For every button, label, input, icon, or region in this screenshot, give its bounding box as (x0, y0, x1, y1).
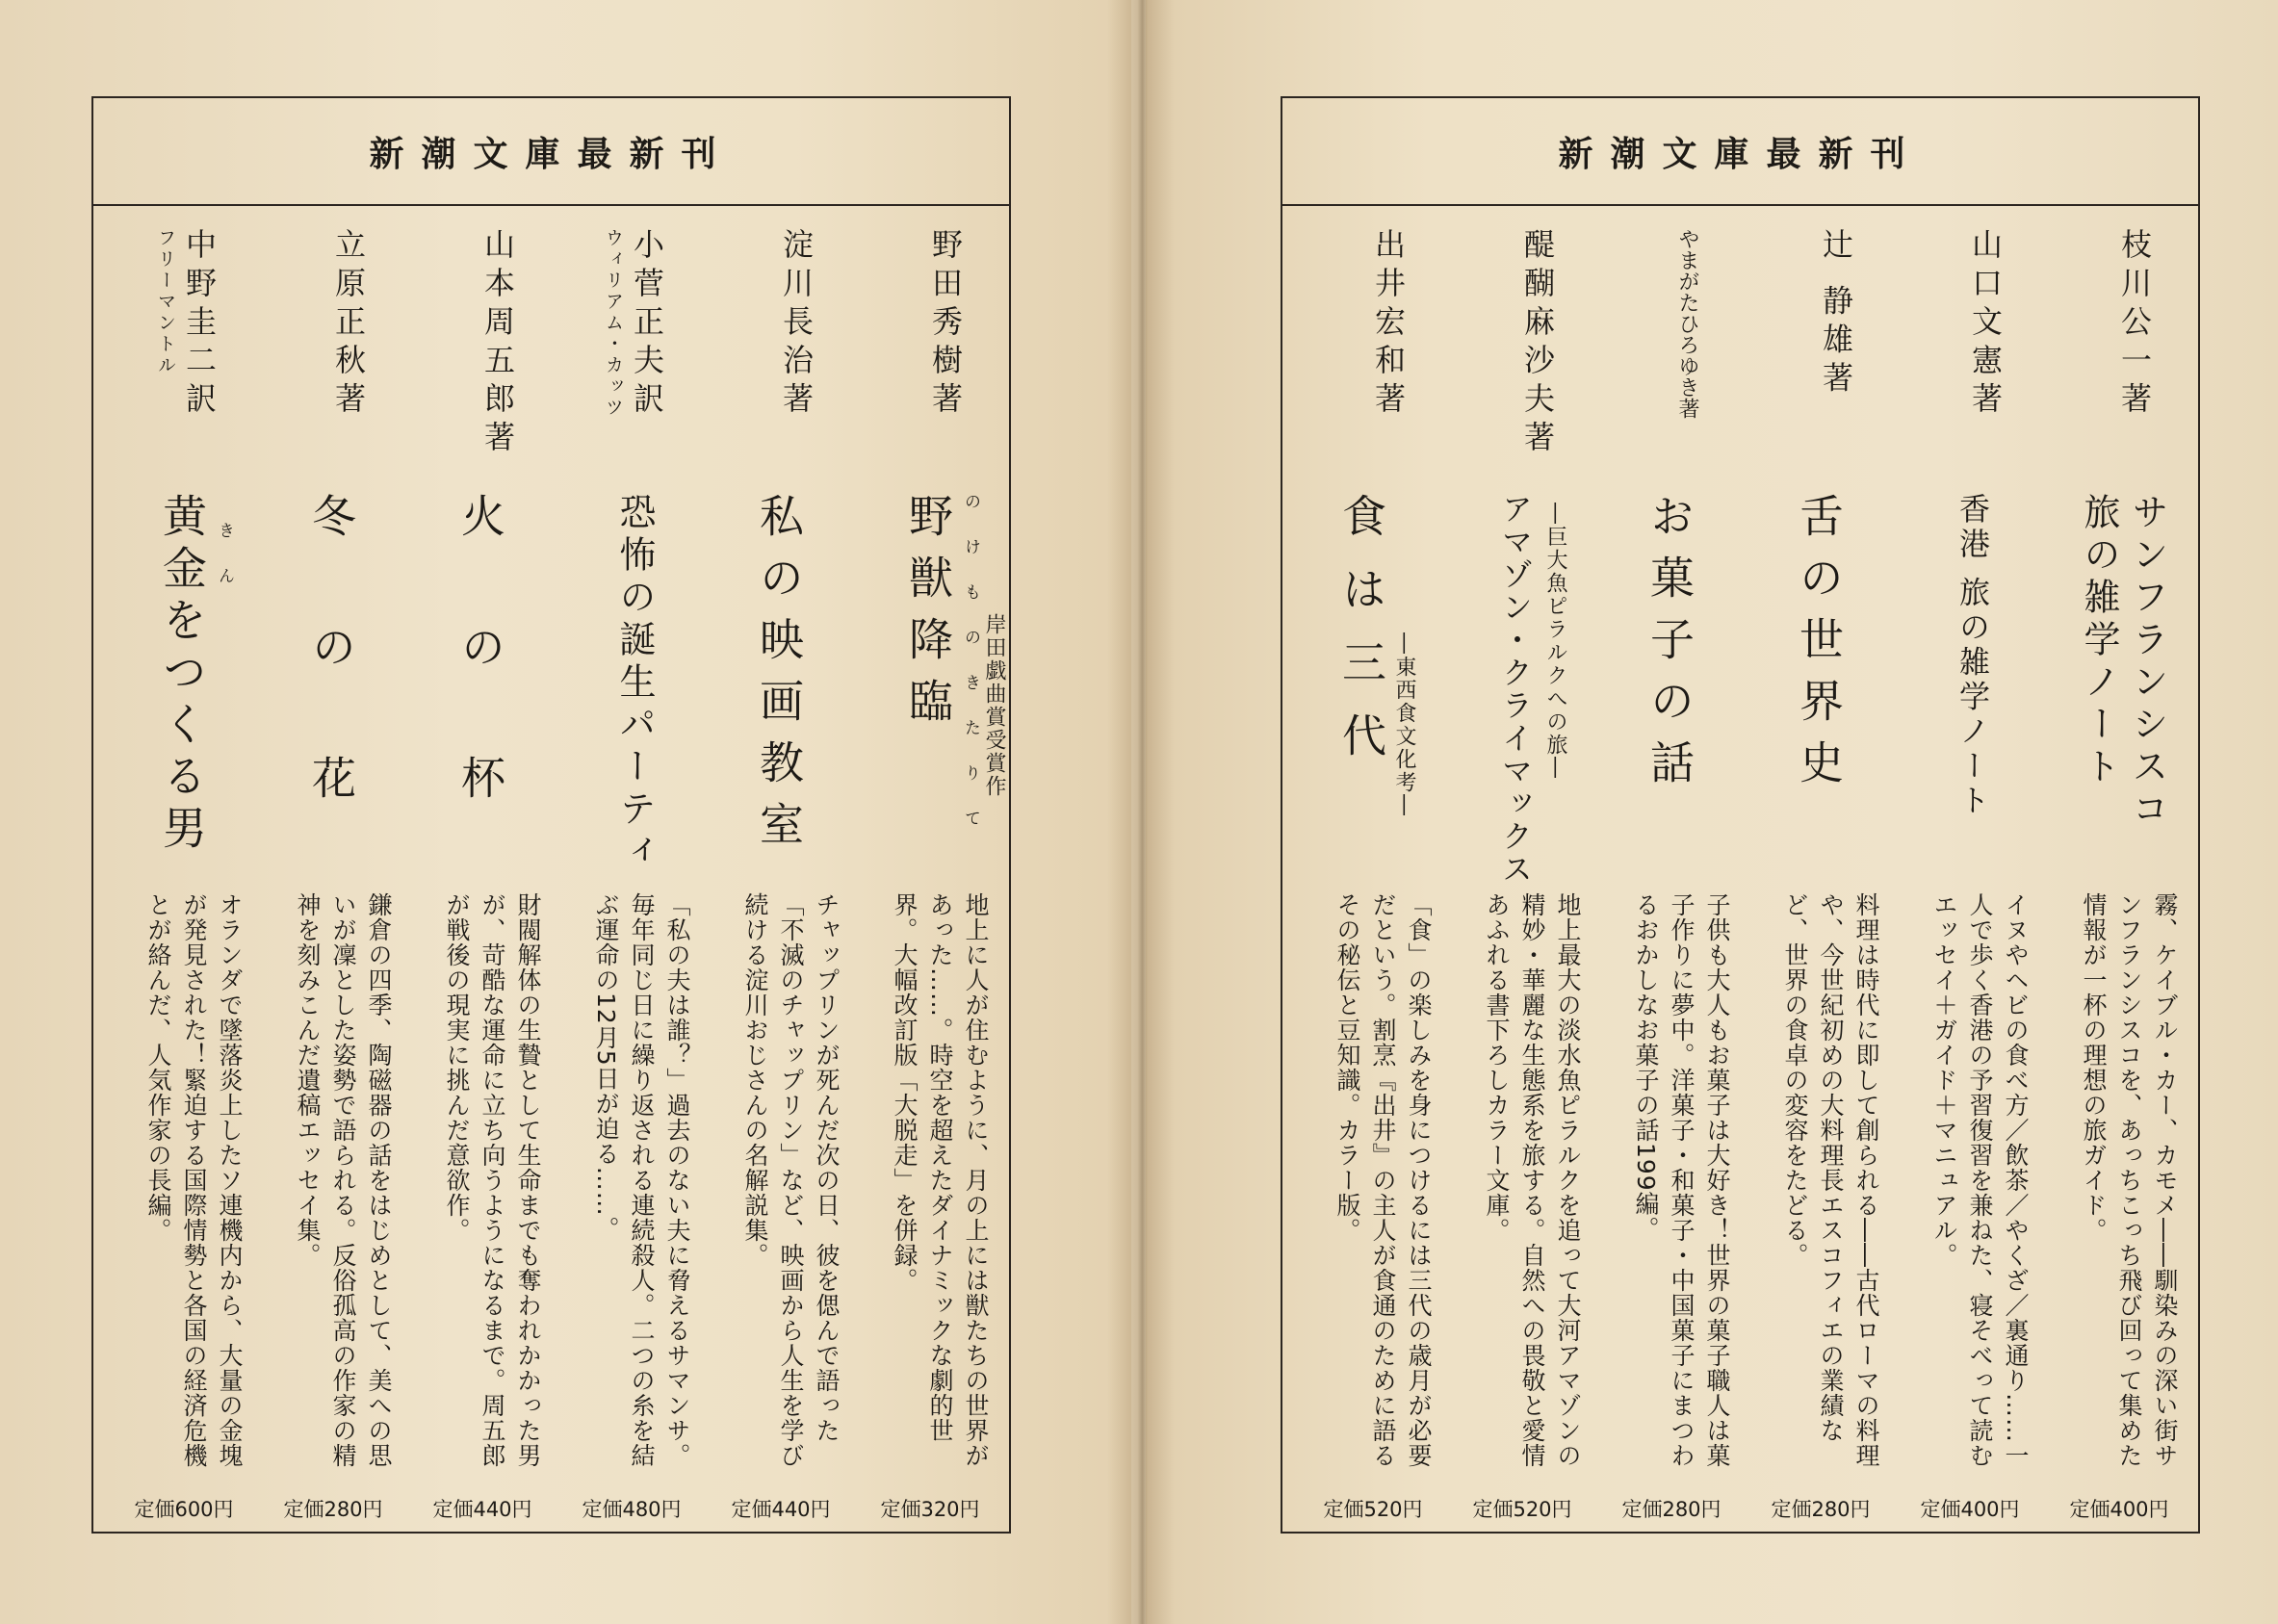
book-price: 定価400円 (2069, 1498, 2169, 1521)
book-title: 香港 旅の雑学ノート (1954, 493, 1991, 819)
book-description: 料理は時代に即して創られる――古代ローマの料理や、今世紀初めの大料理長エスコフィエの業績など、世界の食卓の変容をたどる。 (1781, 892, 1880, 1468)
book-description: オランダで墜落炎上したソ連機内から、大量の金塊が発見された！緊迫する国際情勢と各国の経済危機とが絡んだ、人気作家の長編。 (144, 892, 244, 1468)
book-author: 立原正秋著 (330, 228, 367, 421)
book-author: 辻 静雄著 (1818, 228, 1854, 400)
book-price: 定価440円 (731, 1498, 831, 1521)
book-author: 野田秀樹著 (927, 228, 964, 421)
book-price: 定価480円 (582, 1498, 682, 1521)
book-price: 定価520円 (1323, 1498, 1423, 1521)
book-description: チャップリンが死んだ次の日、彼を偲んで語った「不滅のチャップリン」など、映画から人生を学び続ける淀川おじさんの名解説集。 (741, 892, 841, 1468)
book-subtitle: ―巨大魚ピラルクへの旅― (1543, 503, 1567, 780)
book-entry (1899, 228, 2041, 1523)
book-price: 定価320円 (880, 1498, 980, 1521)
book-entry (411, 228, 554, 1523)
book-entry (1302, 228, 1444, 1523)
book-entry (560, 228, 703, 1523)
book-title: お菓子の話 (1644, 493, 1696, 801)
book-price: 定価600円 (134, 1498, 234, 1521)
book-author: 中野圭二訳 (181, 228, 218, 421)
book-price: 定価280円 (1621, 1498, 1721, 1521)
book-title: 恐怖の誕生パーティ (613, 493, 656, 874)
book-gutter (1107, 0, 1175, 1624)
book-title: 私の映画教室 (753, 493, 805, 863)
book-author: 枝川公一著 (2116, 228, 2153, 421)
book-author: やまがたひろゆき著 (1675, 228, 1699, 419)
book-title: 黄金をつくる男 (156, 493, 208, 857)
book-author: 醍醐麻沙夫著 (1519, 228, 1556, 459)
book-author: 山口文憲著 (1967, 228, 2004, 421)
book-entry (1749, 228, 1892, 1523)
book-price: 定価520円 (1472, 1498, 1572, 1521)
right-header (1282, 98, 2198, 206)
book-author: 出井宏和著 (1370, 228, 1407, 421)
book-description: 霧、ケイブル・カー、カモメ――馴染みの深い街サンフランシスコを、あっちこっち飛び回って集めた情報が一杯の理想の旅ガイド。 (2080, 892, 2179, 1468)
right-catalog-frame (1281, 96, 2200, 1534)
book-entry (113, 228, 255, 1523)
book-description: 地上最大の淡水魚ピラルクを追って大河アマゾンの精妙・華麗な生態系を旅する。自然への畏敬と愛情あふれる書下ろしカラー文庫。 (1483, 892, 1582, 1468)
left-header (93, 98, 1009, 206)
book-entry (262, 228, 404, 1523)
book-title: アマゾン・クライマックス (1497, 493, 1534, 886)
book-title: 野獣降臨 (902, 493, 954, 739)
book-entry (2048, 228, 2190, 1523)
book-description: 鎌倉の四季、陶磁器の話をはじめとして、美への思いが凜とした姿勢で語られる。反俗孤高の作家の精神を刻みこんだ遺稿エッセイ集。 (294, 892, 393, 1468)
book-title: 食は三代 (1335, 493, 1387, 786)
book-title: 火の杯 (454, 493, 506, 886)
book-price: 定価400円 (1920, 1498, 2020, 1521)
book-title-ruby: のけものきたりて (961, 493, 980, 855)
book-entry (1600, 228, 1743, 1523)
book-title: 冬の花 (305, 493, 357, 886)
book-author-ruby: フリーマントル (155, 228, 176, 376)
right-header-title: 新潮文庫最新刊 (1558, 134, 1923, 174)
book-price: 定価440円 (432, 1498, 532, 1521)
book-description: イヌやヘビの食べ方／飲茶／やくざ／裏通り……一人で歩く香港の予習復習を兼ねた、寝そべって読むエッセイ＋ガイド＋マニュアル。 (1930, 892, 2030, 1468)
book-description: 子供も大人もお菓子は大好き！世界の菓子職人は菓子作りに夢中。洋菓子・和菓子・中国菓子にまつわるおかしなお菓子の話199編。 (1632, 892, 1731, 1468)
left-header-title: 新潮文庫最新刊 (369, 134, 734, 174)
book-title-ruby: きん (215, 522, 234, 612)
book-author: 山本周五郎著 (479, 228, 516, 459)
book-description: 「食」の楽しみを身につけるには三代の歳月が必要だという。割烹『出井』の主人が食通のために語るその秘伝と豆知識。カラー版。 (1333, 892, 1433, 1468)
book-subtitle: 岸田戯曲賞受賞作 (982, 613, 1006, 798)
book-subtitle: ―東西食文化考― (1392, 632, 1416, 817)
left-catalog-frame (91, 96, 1011, 1534)
book-description: 財閥解体の生贄として生命までも奪われかかった男が、苛酷な運命に立ち向うようになるまで。周五郎が戦後の現実に挑んだ意欲作。 (443, 892, 542, 1468)
book-author-ruby: ウィリアム・カッツ (603, 228, 624, 419)
book-author: 小菅正夫訳 (629, 228, 665, 421)
book-entry (1451, 228, 1593, 1523)
book-author: 淀川長治著 (778, 228, 815, 421)
book-title: サンフランシスコ旅の雑学ノート (2078, 493, 2168, 832)
book-description: 「私の夫は誰？」過去のない夫に脅えるサマンサ。毎年同じ日に繰り返される連続殺人。二つの糸を結ぶ運命の12月5日が迫る……。 (592, 892, 691, 1468)
book-price: 定価280円 (283, 1498, 383, 1521)
book-price: 定価280円 (1771, 1498, 1871, 1521)
book-entry (710, 228, 852, 1523)
book-description: 地上に人が住むように、月の上には獣たちの世界があった……。時空を超えたダイナミックな劇的世界。大幅改訂版「大脱走」を併録。 (891, 892, 990, 1468)
book-title: 舌の世界史 (1793, 493, 1845, 801)
book-entry (859, 228, 1006, 1523)
